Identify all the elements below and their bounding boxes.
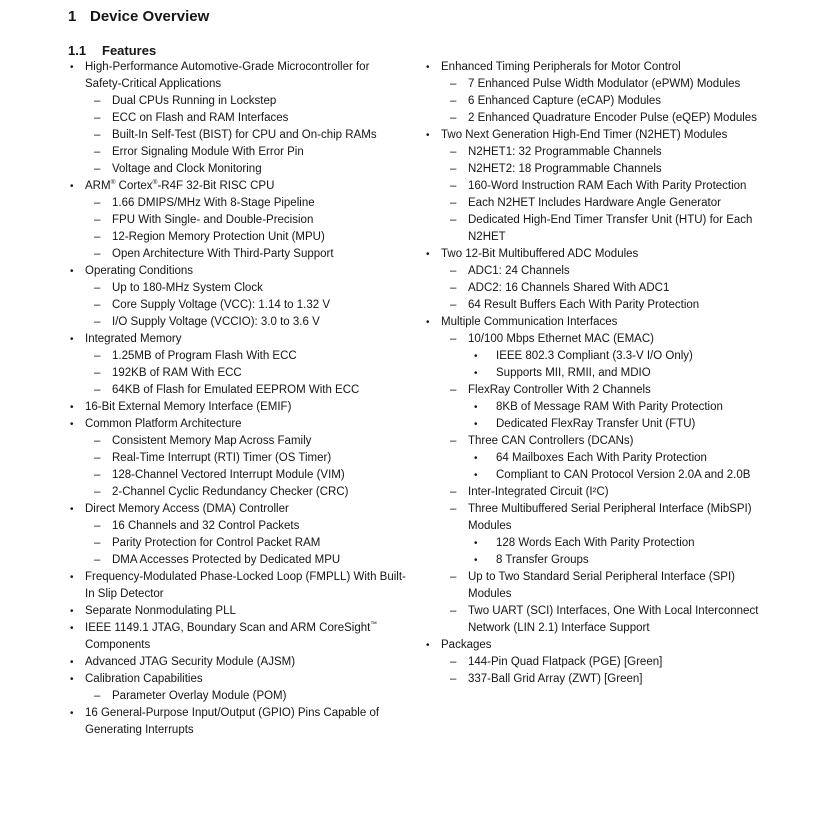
feature-item <box>68 59 406 93</box>
feature-text: Error Signaling Module With Error Pin <box>112 146 304 158</box>
dash-marker: – <box>450 265 457 277</box>
feature-item <box>424 416 772 433</box>
feature-item <box>68 178 406 195</box>
feature-text: FPU With Single- and Double-Precision <box>112 214 314 226</box>
bullet-marker: • <box>474 453 478 464</box>
dash-marker: – <box>450 299 457 311</box>
dash-marker: – <box>94 214 101 226</box>
feature-item <box>68 467 406 484</box>
feature-text: 2-Channel Cyclic Redundancy Checker (CRC) <box>112 486 349 498</box>
subsection-title: Features <box>102 43 157 58</box>
feature-text: 1.25MB of Program Flash With ECC <box>112 350 297 362</box>
feature-item <box>68 416 406 433</box>
feature-item <box>424 161 772 178</box>
feature-text: Inter-Integrated Circuit (I²C) <box>468 486 609 498</box>
dash-marker: – <box>94 248 101 260</box>
feature-text: Two 12-Bit Multibuffered ADC Modules <box>441 248 639 260</box>
bullet-marker: • <box>70 657 74 668</box>
feature-item <box>424 637 772 654</box>
feature-text: Direct Memory Access (DMA) Controller <box>85 503 289 515</box>
bullet-marker: • <box>426 640 430 651</box>
feature-text: Calibration Capabilities <box>85 673 203 685</box>
feature-text: 7 Enhanced Pulse Width Modulator (ePWM) Modules <box>468 78 741 90</box>
feature-item <box>68 484 406 501</box>
section-number: 1 <box>68 8 77 25</box>
dash-marker: – <box>450 656 457 668</box>
dash-marker: – <box>94 112 101 124</box>
dash-marker: – <box>450 214 457 226</box>
feature-text: 2 Enhanced Quadrature Encoder Pulse (eQEP) Modules <box>468 112 757 124</box>
feature-item <box>68 314 406 331</box>
section-title: Device Overview <box>90 8 210 25</box>
dash-marker: – <box>450 605 457 617</box>
feature-item <box>68 620 406 654</box>
feature-text: Two Next Generation High-End Timer (N2HET) Modules <box>441 129 728 141</box>
bullet-marker: • <box>70 62 74 73</box>
feature-item <box>424 552 772 569</box>
feature-item <box>424 178 772 195</box>
feature-item <box>68 501 406 518</box>
feature-item <box>424 603 772 637</box>
bullet-marker: • <box>426 130 430 141</box>
dash-marker: – <box>450 673 457 685</box>
feature-text: High-Performance Automotive-Grade Microcontroller for Safety-Critical Applications <box>85 61 370 90</box>
feature-text: Frequency-Modulated Phase-Locked Loop (FMPLL) With Built-In Slip Detector <box>85 571 406 600</box>
feature-item <box>68 603 406 620</box>
feature-item <box>424 433 772 450</box>
feature-item <box>424 93 772 110</box>
feature-item <box>424 382 772 399</box>
feature-item <box>424 59 772 76</box>
dash-marker: – <box>94 690 101 702</box>
feature-item <box>68 688 406 705</box>
subsection-heading <box>68 43 156 59</box>
feature-text: Supports MII, RMII, and MDIO <box>496 367 651 379</box>
feature-item <box>68 195 406 212</box>
feature-text: ARM® Cortex®-R4F 32-Bit RISC CPU <box>85 179 275 192</box>
feature-text: Up to Two Standard Serial Peripheral Interface (SPI) Modules <box>468 571 735 600</box>
dash-marker: – <box>94 537 101 549</box>
feature-text: Packages <box>441 639 492 651</box>
feature-text: 64 Mailboxes Each With Parity Protection <box>496 452 707 464</box>
dash-marker: – <box>450 146 457 158</box>
dash-marker: – <box>450 180 457 192</box>
feature-item <box>424 246 772 263</box>
bullet-marker: • <box>70 181 74 192</box>
feature-text: Compliant to CAN Protocol Version 2.0A and 2.0B <box>496 469 751 481</box>
feature-text: 8KB of Message RAM With Parity Protection <box>496 401 723 413</box>
feature-item <box>68 535 406 552</box>
feature-item <box>424 76 772 93</box>
feature-text: Advanced JTAG Security Module (AJSM) <box>85 656 296 668</box>
feature-item <box>424 263 772 280</box>
feature-item <box>424 450 772 467</box>
feature-item <box>424 569 772 603</box>
feature-text: Dedicated FlexRay Transfer Unit (FTU) <box>496 418 696 430</box>
feature-item <box>424 297 772 314</box>
feature-text: N2HET1: 32 Programmable Channels <box>468 146 662 158</box>
feature-item <box>68 229 406 246</box>
feature-item <box>424 535 772 552</box>
dash-marker: – <box>94 282 101 294</box>
feature-item <box>68 297 406 314</box>
feature-text: 128-Channel Vectored Interrupt Module (VIM) <box>112 469 345 481</box>
feature-item <box>68 331 406 348</box>
feature-text: IEEE 802.3 Compliant (3.3-V I/O Only) <box>496 350 693 362</box>
bullet-marker: • <box>426 317 430 328</box>
feature-item <box>68 348 406 365</box>
feature-item <box>68 365 406 382</box>
feature-item <box>68 552 406 569</box>
feature-item <box>68 569 406 603</box>
bullet-marker: • <box>70 419 74 430</box>
dash-marker: – <box>450 197 457 209</box>
feature-text: Multiple Communication Interfaces <box>441 316 618 328</box>
feature-item <box>68 144 406 161</box>
dash-marker: – <box>450 112 457 124</box>
feature-item <box>424 348 772 365</box>
dash-marker: – <box>94 350 101 362</box>
feature-item <box>68 433 406 450</box>
feature-item <box>424 365 772 382</box>
feature-item <box>424 144 772 161</box>
feature-item <box>424 467 772 484</box>
feature-text: N2HET2: 18 Programmable Channels <box>468 163 662 175</box>
dash-marker: – <box>94 486 101 498</box>
feature-text: 16 Channels and 32 Control Packets <box>112 520 300 532</box>
feature-item <box>68 450 406 467</box>
feature-text: FlexRay Controller With 2 Channels <box>468 384 651 396</box>
feature-text: I/O Supply Voltage (VCCIO): 3.0 to 3.6 V <box>112 316 320 328</box>
feature-item <box>68 93 406 110</box>
feature-text: Common Platform Architecture <box>85 418 242 430</box>
feature-text: 1.66 DMIPS/MHz With 8-Stage Pipeline <box>112 197 315 209</box>
bullet-marker: • <box>474 470 478 481</box>
bullet-marker: • <box>474 351 478 362</box>
feature-text: 6 Enhanced Capture (eCAP) Modules <box>468 95 662 107</box>
feature-item <box>424 501 772 535</box>
bullet-marker: • <box>426 62 430 73</box>
feature-item <box>424 654 772 671</box>
feature-text: 64KB of Flash for Emulated EEPROM With ECC <box>112 384 360 396</box>
feature-item <box>424 110 772 127</box>
feature-item <box>424 195 772 212</box>
dash-marker: – <box>450 571 457 583</box>
dash-marker: – <box>450 282 457 294</box>
bullet-marker: • <box>70 708 74 719</box>
dash-marker: – <box>94 299 101 311</box>
feature-item <box>424 127 772 144</box>
feature-item <box>68 246 406 263</box>
feature-item <box>424 280 772 297</box>
feature-text: ECC on Flash and RAM Interfaces <box>112 112 289 124</box>
bullet-marker: • <box>474 538 478 549</box>
feature-text: Voltage and Clock Monitoring <box>112 163 262 175</box>
feature-text: 128 Words Each With Parity Protection <box>496 537 695 549</box>
feature-text: ADC2: 16 Channels Shared With ADC1 <box>468 282 670 294</box>
dash-marker: – <box>94 197 101 209</box>
feature-text: Three Multibuffered Serial Peripheral Interface (MibSPI) Modules <box>468 503 752 532</box>
feature-item <box>424 671 772 688</box>
dash-marker: – <box>94 384 101 396</box>
dash-marker: – <box>94 146 101 158</box>
bullet-marker: • <box>70 572 74 583</box>
features-right-column <box>424 59 772 688</box>
dash-marker: – <box>450 163 457 175</box>
dash-marker: – <box>94 367 101 379</box>
feature-item <box>68 280 406 297</box>
bullet-marker: • <box>70 623 74 634</box>
feature-text: Parameter Overlay Module (POM) <box>112 690 287 702</box>
bullet-marker: • <box>70 402 74 413</box>
feature-text: Parity Protection for Control Packet RAM <box>112 537 321 549</box>
feature-text: 160-Word Instruction RAM Each With Parity Protection <box>468 180 747 192</box>
feature-item <box>68 518 406 535</box>
feature-text: Built-In Self-Test (BIST) for CPU and On-chip RAMs <box>112 129 377 141</box>
feature-text: Integrated Memory <box>85 333 182 345</box>
bullet-marker: • <box>426 249 430 260</box>
feature-item <box>424 399 772 416</box>
dash-marker: – <box>94 95 101 107</box>
dash-marker: – <box>94 520 101 532</box>
feature-item <box>424 212 772 246</box>
feature-text: IEEE 1149.1 JTAG, Boundary Scan and ARM CoreSight™ Components <box>85 621 377 651</box>
bullet-marker: • <box>70 266 74 277</box>
subsection-number: 1.1 <box>68 43 87 58</box>
feature-item <box>68 263 406 280</box>
dash-marker: – <box>450 503 457 515</box>
feature-item <box>68 212 406 229</box>
feature-text: 192KB of RAM With ECC <box>112 367 242 379</box>
dash-marker: – <box>94 554 101 566</box>
feature-text: 64 Result Buffers Each With Parity Protection <box>468 299 700 311</box>
dash-marker: – <box>94 231 101 243</box>
feature-text: Two UART (SCI) Interfaces, One With Local Interconnect Network (LIN 2.1) Interface Support <box>468 605 759 634</box>
feature-text: 12-Region Memory Protection Unit (MPU) <box>112 231 325 243</box>
feature-item <box>424 314 772 331</box>
dash-marker: – <box>94 163 101 175</box>
feature-text: 337-Ball Grid Array (ZWT) [Green] <box>468 673 643 685</box>
dash-marker: – <box>94 452 101 464</box>
dash-marker: – <box>450 333 457 345</box>
feature-text: ADC1: 24 Channels <box>468 265 570 277</box>
dash-marker: – <box>94 129 101 141</box>
bullet-marker: • <box>474 419 478 430</box>
feature-item <box>68 382 406 399</box>
feature-text: Core Supply Voltage (VCC): 1.14 to 1.32 V <box>112 299 330 311</box>
feature-item <box>68 654 406 671</box>
feature-text: Each N2HET Includes Hardware Angle Generator <box>468 197 721 209</box>
dash-marker: – <box>94 316 101 328</box>
feature-item <box>424 484 772 501</box>
feature-item <box>68 705 406 739</box>
bullet-marker: • <box>70 674 74 685</box>
dash-marker: – <box>450 384 457 396</box>
bullet-marker: • <box>474 555 478 566</box>
feature-text: Real-Time Interrupt (RTI) Timer (OS Timer) <box>112 452 332 464</box>
feature-text: DMA Accesses Protected by Dedicated MPU <box>112 554 341 566</box>
section-heading <box>68 8 209 26</box>
feature-item <box>68 399 406 416</box>
feature-text: Operating Conditions <box>85 265 194 277</box>
feature-text: 16-Bit External Memory Interface (EMIF) <box>85 401 292 413</box>
feature-text: Open Architecture With Third-Party Support <box>112 248 334 260</box>
bullet-marker: • <box>70 504 74 515</box>
feature-item <box>68 671 406 688</box>
features-left-column <box>68 59 406 739</box>
dash-marker: – <box>450 435 457 447</box>
feature-item <box>68 110 406 127</box>
dash-marker: – <box>94 435 101 447</box>
feature-text: 8 Transfer Groups <box>496 554 589 566</box>
dash-marker: – <box>450 95 457 107</box>
feature-item <box>424 331 772 348</box>
dash-marker: – <box>450 78 457 90</box>
feature-text: 10/100 Mbps Ethernet MAC (EMAC) <box>468 333 654 345</box>
feature-text: Three CAN Controllers (DCANs) <box>468 435 634 447</box>
dash-marker: – <box>450 486 457 498</box>
feature-text: Consistent Memory Map Across Family <box>112 435 312 447</box>
bullet-marker: • <box>70 606 74 617</box>
feature-text: Enhanced Timing Peripherals for Motor Control <box>441 61 681 73</box>
feature-text: Dual CPUs Running in Lockstep <box>112 95 277 107</box>
bullet-marker: • <box>70 334 74 345</box>
feature-text: Separate Nonmodulating PLL <box>85 605 236 617</box>
feature-item <box>68 161 406 178</box>
feature-text: 16 General-Purpose Input/Output (GPIO) Pins Capable of Generating Interrupts <box>85 707 380 736</box>
feature-text: 144-Pin Quad Flatpack (PGE) [Green] <box>468 656 663 668</box>
feature-text: Dedicated High-End Timer Transfer Unit (HTU) for Each N2HET <box>468 214 753 243</box>
bullet-marker: • <box>474 402 478 413</box>
dash-marker: – <box>94 469 101 481</box>
bullet-marker: • <box>474 368 478 379</box>
feature-text: Up to 180-MHz System Clock <box>112 282 263 294</box>
feature-item <box>68 127 406 144</box>
